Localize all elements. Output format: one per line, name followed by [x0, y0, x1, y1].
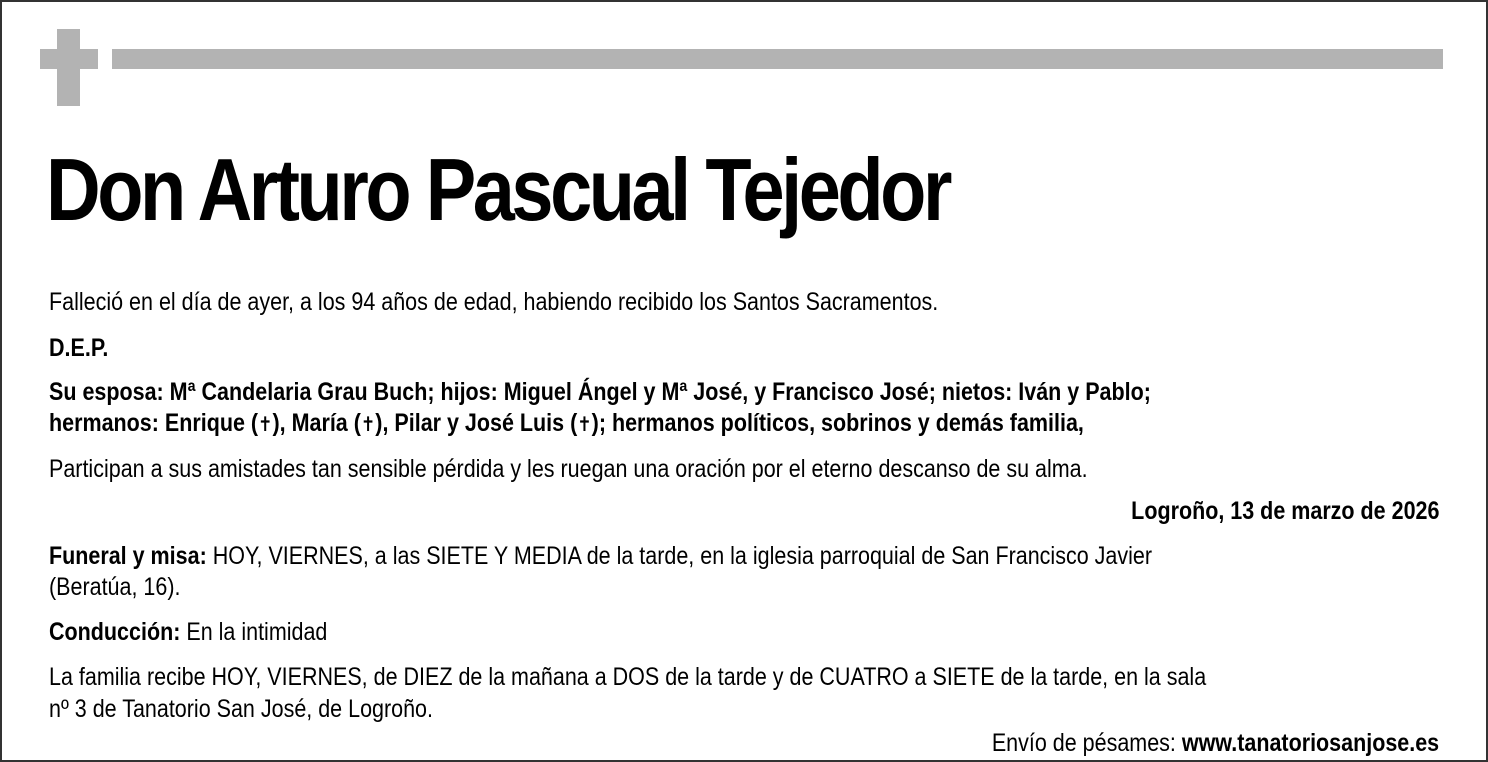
conduccion-label: Conducción:	[49, 618, 181, 646]
dep-text: D.E.P.	[49, 334, 109, 362]
cross-icon: ✝	[258, 414, 273, 436]
family-text: ), María (	[272, 409, 361, 437]
cross-icon: ✝	[360, 414, 376, 436]
family-line-2	[49, 408, 1084, 440]
place-date: Logroño, 13 de marzo de 2026	[1130, 497, 1439, 525]
cross-icon-arm	[40, 49, 98, 69]
closing-text: Participan a sus amistades tan sensible pérdida y les ruegan una oración por el eterno descanso de su alma.	[49, 455, 1088, 483]
funeral-value: HOY, VIERNES, a las SIETE Y MEDIA de la tarde, en la iglesia parroquial de San Francisco Javier	[206, 542, 1153, 570]
deceased-name: Don Arturo Pascual Tejedor	[46, 140, 949, 239]
family-line-1: Su esposa: Mª Candelaria Grau Buch; hijos: Miguel Ángel y Mª José, y Francisco José; nietos: Iván y Pablo;	[49, 378, 1151, 406]
condolences-link[interactable]: www.tanatoriosanjose.es	[1181, 729, 1439, 757]
condolences-line	[992, 728, 1439, 758]
family-text: ); hermanos políticos, sobrinos y demás familia,	[591, 409, 1084, 437]
family-text: ), Pilar y José Luis (	[375, 409, 578, 437]
funeral-line-1	[49, 541, 1152, 571]
family-text: hermanos: Enrique (	[49, 409, 259, 437]
conduccion-value: En la intimidad	[180, 618, 328, 646]
reception-line-2: nº 3 de Tanatorio San José, de Logroño.	[49, 695, 433, 723]
intro-text: Falleció en el día de ayer, a los 94 años de edad, habiendo recibido los Santos Sacramentos.	[49, 288, 939, 316]
conduccion-line	[49, 617, 327, 647]
funeral-line-2: (Beratúa, 16).	[49, 573, 181, 601]
header-rule	[112, 49, 1443, 69]
funeral-label: Funeral y misa:	[49, 542, 207, 570]
cross-icon: ✝	[577, 414, 592, 436]
condolences-label: Envío de pésames:	[991, 729, 1182, 757]
reception-line-1: La familia recibe HOY, VIERNES, de DIEZ de la mañana a DOS de la tarde y de CUATRO a SIETE de la tarde, en la sala	[49, 663, 1207, 691]
